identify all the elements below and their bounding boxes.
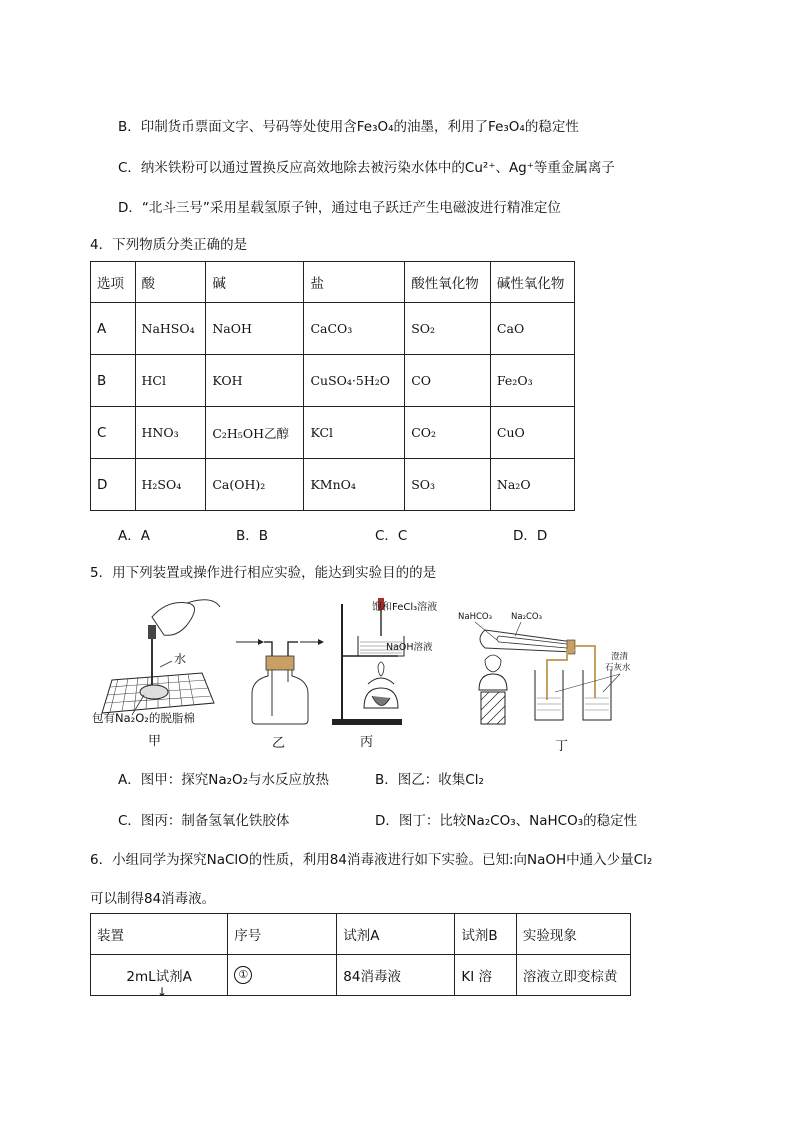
q5-stem: 5．用下列装置或操作进行相应实验，能达到实验目的的是 [90, 565, 437, 581]
cell: CaCO₃ [304, 303, 405, 355]
label-limewater-2: 石灰水 [605, 663, 631, 673]
label-limewater-1: 澄清 [611, 652, 629, 662]
cell-number [228, 955, 337, 996]
q4-table [90, 261, 575, 511]
cell: CaO [490, 303, 574, 355]
cell-apparatus [91, 955, 228, 999]
header-basic-oxide: 碱性氧化物 [490, 262, 574, 303]
label-ding: 丁 [555, 739, 569, 754]
q3-option-d: D．“北斗三号”采用星载氢原子钟，通过电子跃迁产生电磁波进行精准定位 [118, 200, 561, 216]
cell: SO₂ [405, 303, 491, 355]
table-header-row [91, 262, 575, 303]
figure-ding [455, 600, 635, 755]
cell: Ca(OH)₂ [206, 459, 304, 511]
figure-bing-drawing [328, 596, 448, 731]
header-reagent-a: 试剂A [337, 914, 455, 955]
q6-table [90, 913, 631, 999]
label-jia: 甲 [148, 734, 162, 749]
q5-option-d: D．图丁：比较Na₂CO₃、NaHCO₃的稳定性 [375, 813, 638, 829]
circled-number: ① [234, 966, 252, 984]
q4-answer-c: C．C [375, 528, 408, 544]
figure-yi [232, 620, 327, 755]
q4-answer-b: B．B [236, 528, 269, 544]
table-row [91, 303, 575, 355]
cell: KMnO₄ [304, 459, 405, 511]
label-bing: 丙 [360, 735, 374, 750]
cell: C [91, 407, 136, 459]
apparatus-label: 2mL试剂A [126, 969, 192, 985]
cell: KCl [304, 407, 405, 459]
cell: B [91, 355, 136, 407]
figure-yi-drawing [232, 620, 327, 730]
figure-bing [328, 596, 448, 751]
q5-option-c: C．图丙：制备氢氧化铁胶体 [118, 813, 290, 829]
q4-answer-a: A．A [118, 528, 150, 544]
label-na2co3: Na₂CO₃ [511, 612, 543, 622]
q4-stem: 4．下列物质分类正确的是 [90, 237, 248, 253]
table-row [91, 407, 575, 459]
cell: CO [405, 355, 491, 407]
figure-jia [92, 595, 222, 750]
cell: Na₂O [490, 459, 574, 511]
cell-reagent-a: 84消毒液 [337, 955, 455, 996]
q6-stem-line2: 可以制得84消毒液。 [90, 891, 216, 907]
label-nahco3: NaHCO₃ [458, 612, 492, 622]
cell: H₂SO₄ [135, 459, 206, 511]
cell: CO₂ [405, 407, 491, 459]
table-row [91, 459, 575, 511]
q5-option-b: B．图乙：收集Cl₂ [375, 772, 484, 788]
figure-jia-drawing [92, 595, 222, 750]
header-reagent-b: 试剂B [455, 914, 517, 955]
label-fecl3: 饱和FeCl₃溶液 [372, 602, 438, 613]
header-salt: 盐 [304, 262, 405, 303]
cell: HNO₃ [135, 407, 206, 459]
cell-phenomenon: 溶液立即变棕黄 [516, 955, 630, 996]
cell: KOH [206, 355, 304, 407]
cell: SO₃ [405, 459, 491, 511]
header-option: 选项 [91, 262, 136, 303]
cell: CuSO₄·5H₂O [304, 355, 405, 407]
down-arrow-icon: ↓ [157, 985, 168, 999]
header-apparatus: 装置 [91, 914, 228, 955]
cell: CuO [490, 407, 574, 459]
table-row [91, 955, 631, 996]
cell: D [91, 459, 136, 511]
header-acidic-oxide: 酸性氧化物 [405, 262, 491, 303]
cell: NaHSO₄ [135, 303, 206, 355]
label-naoh: NaOH溶液 [386, 642, 433, 653]
table-row [91, 355, 575, 407]
cell: NaOH [206, 303, 304, 355]
table-header-row [91, 914, 631, 955]
q6-stem-line1: 6．小组同学为探究NaClO的性质，利用84消毒液进行如下实验。已知:向NaOH中通入少量Cl₂ [90, 852, 653, 868]
cell: A [91, 303, 136, 355]
q5-option-a: A．图甲：探究Na₂O₂与水反应放热 [118, 772, 330, 788]
cell-reagent-b: KI 溶 [455, 955, 517, 996]
label-yi: 乙 [272, 736, 286, 751]
header-phenomenon: 实验现象 [516, 914, 630, 955]
cell: HCl [135, 355, 206, 407]
q3-option-b: B．印制货币票面文字、号码等处使用含Fe₃O₄的油墨，利用了Fe₃O₄的稳定性 [118, 119, 579, 135]
cell: Fe₂O₃ [490, 355, 574, 407]
label-cotton: 包有Na₂O₂的脱脂棉 [92, 711, 195, 725]
header-number: 序号 [228, 914, 337, 955]
header-base: 碱 [206, 262, 304, 303]
cell: C₂H₅OH乙醇 [206, 407, 304, 459]
q3-option-c: C．纳米铁粉可以通过置换反应高效地除去被污染水体中的Cu²⁺、Ag⁺等重金属离子 [118, 160, 615, 176]
q4-answer-d: D．D [513, 528, 548, 544]
label-water: 水 [174, 652, 187, 666]
header-acid: 酸 [135, 262, 206, 303]
